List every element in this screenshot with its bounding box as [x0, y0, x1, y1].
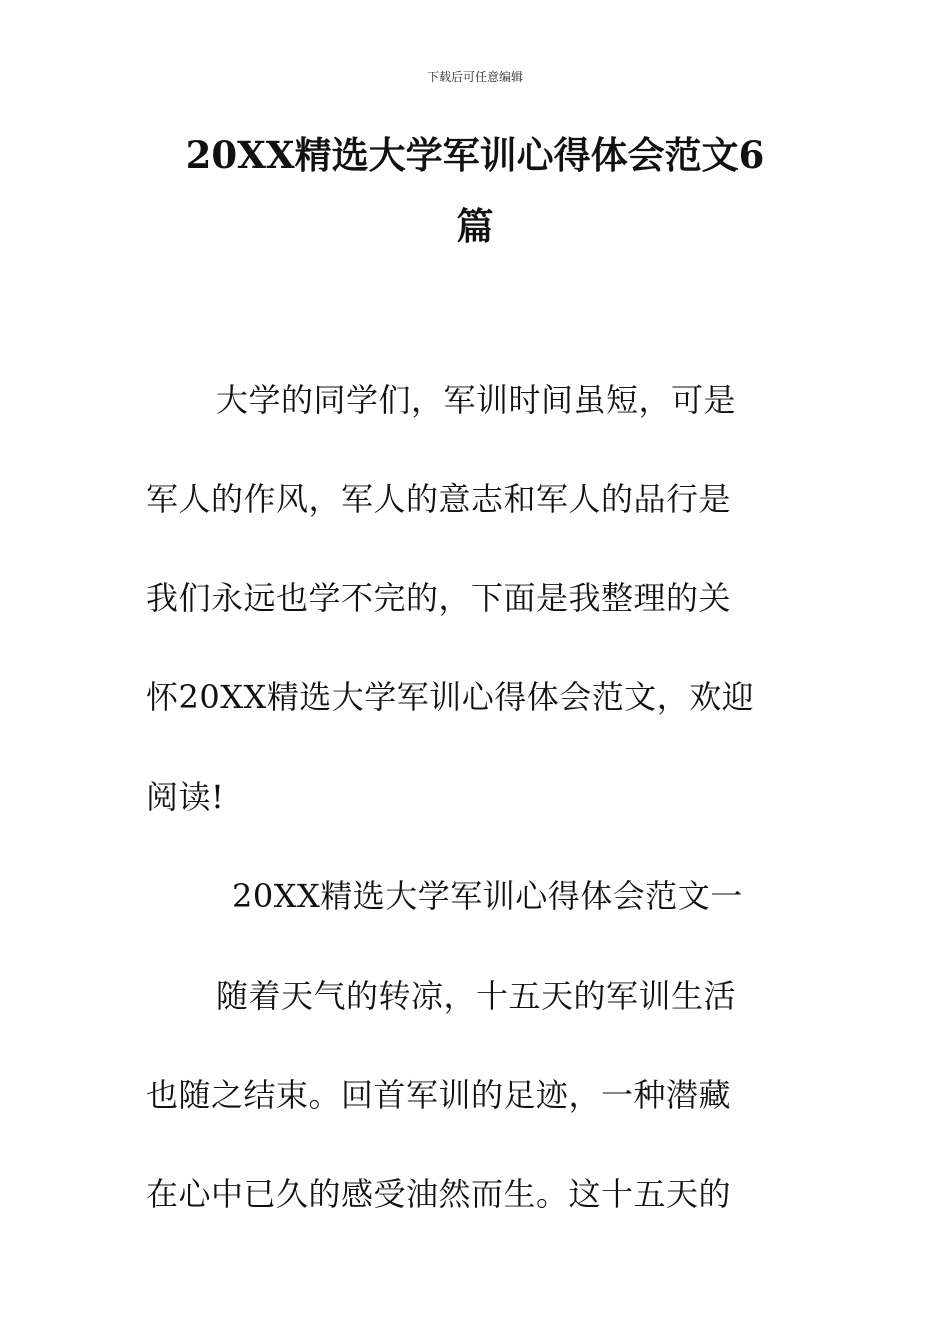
body-line-1: 随着天气的转凉，十五天的军训生活	[216, 977, 737, 1015]
intro-line-2: 军人的作风，军人的意志和军人的品行是	[146, 480, 732, 518]
intro-line-5: 阅读!	[146, 778, 225, 816]
section-heading: 20XX精选大学军训心得体会范文一	[232, 877, 743, 915]
body-line-3: 在心中已久的感受油然而生。这十五天的	[146, 1175, 732, 1213]
body-line-2: 也随之结束。回首军训的足迹，一种潜藏	[146, 1076, 732, 1114]
document-title-line-2: 篇	[456, 204, 494, 248]
intro-line-3: 我们永远也学不完的，下面是我整理的关	[146, 579, 732, 617]
intro-line-4: 怀20XX精选大学军训心得体会范文，欢迎	[146, 678, 755, 716]
document-title-line-1: 20XX精选大学军训心得体会范文6	[185, 133, 765, 177]
intro-line-1: 大学的同学们，军训时间虽短，可是	[216, 381, 737, 419]
header-note: 下载后可任意编辑	[426, 70, 523, 84]
